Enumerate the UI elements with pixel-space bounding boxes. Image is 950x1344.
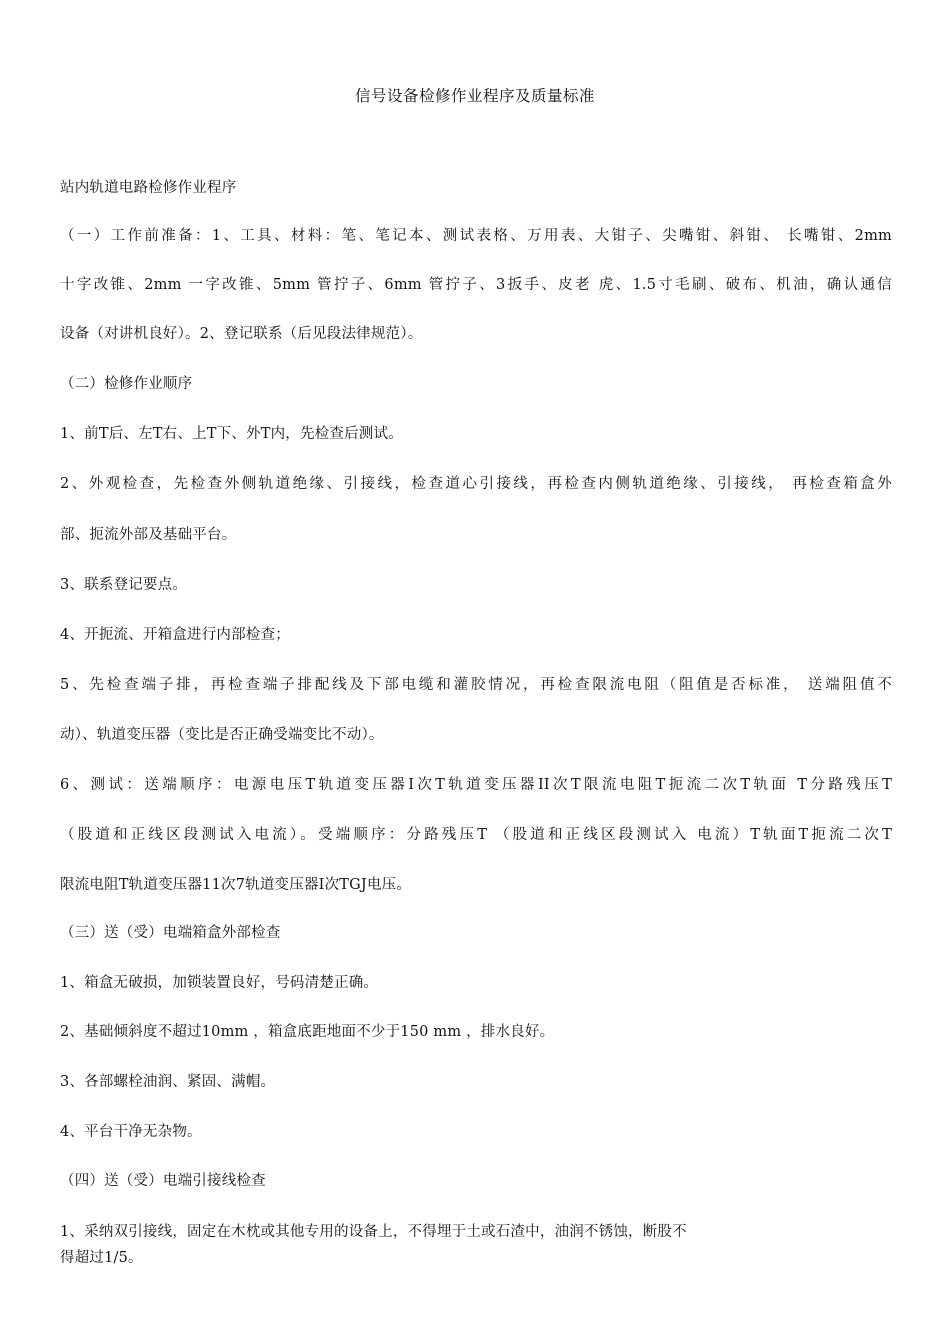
paragraph-line: （股道和正线区段测试入电流）。受端顺序：分路残压T （股道和正线区段测试入 电流）T轨面T扼流二次T <box>60 827 892 843</box>
paragraph-line: 得超过1/5。 <box>60 1250 143 1266</box>
paragraph-line: 4、开扼流、开箱盒进行内部检查； <box>60 627 290 643</box>
paragraph-line: 十字改锥、2mm 一字改锥、5mm 管拧子、6mm 管拧子、3扳手、皮老 虎、1.5寸毛刷、破布、机油，确认通信 <box>60 277 892 293</box>
paragraph-line: 2、外观检查，先检查外侧轨道绝缘、引接线，检查道心引接线，再检查内侧轨道绝缘、引接线， 再检查箱盒外 <box>60 476 892 492</box>
subsection-heading: （三）送（受）电端箱盒外部检查 <box>60 925 281 941</box>
paragraph-line: 1、前T后、左T右、上T下、外T内，先检查后测试。 <box>60 426 403 442</box>
paragraph-line: 5、先检查端子排，再检查端子排配线及下部电缆和灌胶情况，再检查限流电阻（阻值是否标准， 送端阻值不 <box>60 677 892 693</box>
paragraph-line: 1、采纳双引接线，固定在木枕或其他专用的设备上，不得埋于土或石渣中，油润不锈蚀，断股不 <box>60 1224 687 1240</box>
paragraph-line: 1、箱盒无破损，加锁装置良好，号码清楚正确。 <box>60 975 379 991</box>
paragraph-line: （一）工作前准备：1、工具、材料：笔、笔记本、测试表格、万用表、大钳子、尖嘴钳、斜钳、 长嘴钳、2mm <box>60 228 892 244</box>
paragraph-line: 6、测试：送端顺序：电源电压T轨道变压器I次T轨道变压器II次T限流电阻T扼流二次T轨面 T分路残压T <box>60 777 892 793</box>
document-title: 信号设备检修作业程序及质量标准 <box>354 87 595 105</box>
paragraph-line: 3、各部螺栓油润、紧固、满帽。 <box>60 1074 276 1090</box>
paragraph-line: 部、扼流外部及基础平台。 <box>60 527 237 543</box>
paragraph-line: 3、联系登记要点。 <box>60 577 188 593</box>
paragraph-line: 2、基础倾斜度不超过10mm ，箱盒底距地面不少于150 mm ，排水良好。 <box>60 1024 555 1040</box>
section-heading: 站内轨道电路检修作业程序 <box>60 180 237 196</box>
paragraph-line: 限流电阻T轨道变压器11次7轨道变压器I次TGJ电压。 <box>60 877 412 893</box>
paragraph-line: 4、平台干净无杂物。 <box>60 1124 202 1140</box>
paragraph-line: 动）、轨道变压器（变比是否正确受端变比不动）。 <box>60 727 384 743</box>
subsection-heading: （二）检修作业顺序 <box>60 376 193 392</box>
paragraph-line: 设备（对讲机良好）。2、登记联系（后见段法律规范）。 <box>60 326 423 342</box>
subsection-heading: （四）送（受）电端引接线检查 <box>60 1173 266 1189</box>
